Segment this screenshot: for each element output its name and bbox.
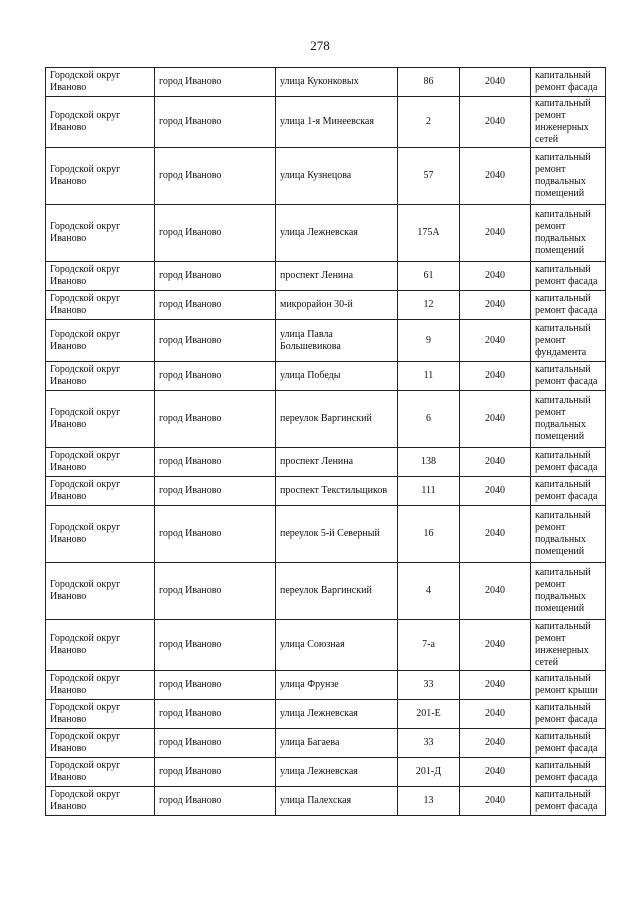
year-cell: 2040 xyxy=(460,320,531,362)
city-cell: город Иваново xyxy=(155,671,276,700)
house-number-cell: 7-а xyxy=(398,620,460,671)
house-number-cell: 33 xyxy=(398,729,460,758)
work-type-cell: капитальный ремонт фасада xyxy=(531,291,606,320)
year-cell: 2040 xyxy=(460,205,531,262)
table-row xyxy=(46,205,606,262)
district-cell: Городской округ Иваново xyxy=(46,68,155,97)
work-type-cell: капитальный ремонт фасада xyxy=(531,729,606,758)
table-row xyxy=(46,68,606,97)
district-cell: Городской округ Иваново xyxy=(46,729,155,758)
work-type-cell: капитальный ремонт фасада xyxy=(531,700,606,729)
work-type-cell: капитальный ремонт фундамента xyxy=(531,320,606,362)
street-cell: улица Павла Большевикова xyxy=(276,320,398,362)
work-type-cell: капитальный ремонт подвальных помещений xyxy=(531,148,606,205)
year-cell: 2040 xyxy=(460,506,531,563)
house-number-cell: 201-Е xyxy=(398,700,460,729)
city-cell: город Иваново xyxy=(155,620,276,671)
table-row xyxy=(46,291,606,320)
house-number-cell: 4 xyxy=(398,563,460,620)
table-row xyxy=(46,563,606,620)
district-cell: Городской округ Иваново xyxy=(46,448,155,477)
year-cell: 2040 xyxy=(460,262,531,291)
table-row xyxy=(46,620,606,671)
year-cell: 2040 xyxy=(460,671,531,700)
street-cell: улица Лежневская xyxy=(276,205,398,262)
street-cell: проспект Ленина xyxy=(276,448,398,477)
district-cell: Городской округ Иваново xyxy=(46,391,155,448)
district-cell: Городской округ Иваново xyxy=(46,205,155,262)
work-type-cell: капитальный ремонт фасада xyxy=(531,758,606,787)
street-cell: переулок 5-й Северный xyxy=(276,506,398,563)
street-cell: улица Фрунзе xyxy=(276,671,398,700)
district-cell: Городской округ Иваново xyxy=(46,671,155,700)
table-row xyxy=(46,787,606,816)
street-cell: улица Победы xyxy=(276,362,398,391)
city-cell: город Иваново xyxy=(155,262,276,291)
street-cell: улица Багаева xyxy=(276,729,398,758)
year-cell: 2040 xyxy=(460,448,531,477)
district-cell: Городской округ Иваново xyxy=(46,700,155,729)
district-cell: Городской округ Иваново xyxy=(46,362,155,391)
work-type-cell: капитальный ремонт фасада xyxy=(531,262,606,291)
house-number-cell: 138 xyxy=(398,448,460,477)
district-cell: Городской округ Иваново xyxy=(46,620,155,671)
house-number-cell: 11 xyxy=(398,362,460,391)
house-number-cell: 33 xyxy=(398,671,460,700)
district-cell: Городской округ Иваново xyxy=(46,97,155,148)
district-cell: Городской округ Иваново xyxy=(46,148,155,205)
street-cell: улица Палехская xyxy=(276,787,398,816)
table-row xyxy=(46,506,606,563)
table-row xyxy=(46,97,606,148)
year-cell: 2040 xyxy=(460,787,531,816)
city-cell: город Иваново xyxy=(155,506,276,563)
year-cell: 2040 xyxy=(460,620,531,671)
district-cell: Городской округ Иваново xyxy=(46,787,155,816)
work-type-cell: капитальный ремонт инженерных сетей xyxy=(531,97,606,148)
repair-schedule-table xyxy=(45,67,606,816)
house-number-cell: 9 xyxy=(398,320,460,362)
table-row xyxy=(46,148,606,205)
district-cell: Городской округ Иваново xyxy=(46,506,155,563)
table-row xyxy=(46,729,606,758)
table-row xyxy=(46,391,606,448)
street-cell: переулок Варгинский xyxy=(276,563,398,620)
city-cell: город Иваново xyxy=(155,320,276,362)
district-cell: Городской округ Иваново xyxy=(46,262,155,291)
year-cell: 2040 xyxy=(460,362,531,391)
year-cell: 2040 xyxy=(460,729,531,758)
year-cell: 2040 xyxy=(460,97,531,148)
house-number-cell: 16 xyxy=(398,506,460,563)
table-row xyxy=(46,320,606,362)
city-cell: город Иваново xyxy=(155,97,276,148)
house-number-cell: 2 xyxy=(398,97,460,148)
house-number-cell: 6 xyxy=(398,391,460,448)
work-type-cell: капитальный ремонт подвальных помещений xyxy=(531,563,606,620)
city-cell: город Иваново xyxy=(155,391,276,448)
work-type-cell: капитальный ремонт подвальных помещений xyxy=(531,506,606,563)
city-cell: город Иваново xyxy=(155,362,276,391)
city-cell: город Иваново xyxy=(155,477,276,506)
work-type-cell: капитальный ремонт фасада xyxy=(531,448,606,477)
city-cell: город Иваново xyxy=(155,700,276,729)
table-row xyxy=(46,448,606,477)
work-type-cell: капитальный ремонт подвальных помещений xyxy=(531,391,606,448)
house-number-cell: 12 xyxy=(398,291,460,320)
year-cell: 2040 xyxy=(460,148,531,205)
city-cell: город Иваново xyxy=(155,148,276,205)
work-type-cell: капитальный ремонт подвальных помещений xyxy=(531,205,606,262)
city-cell: город Иваново xyxy=(155,205,276,262)
work-type-cell: капитальный ремонт инженерных сетей xyxy=(531,620,606,671)
district-cell: Городской округ Иваново xyxy=(46,320,155,362)
street-cell: проспект Текстильщиков xyxy=(276,477,398,506)
house-number-cell: 57 xyxy=(398,148,460,205)
street-cell: улица Лежневская xyxy=(276,700,398,729)
district-cell: Городской округ Иваново xyxy=(46,758,155,787)
house-number-cell: 13 xyxy=(398,787,460,816)
work-type-cell: капитальный ремонт фасада xyxy=(531,362,606,391)
table-row xyxy=(46,362,606,391)
page-number: 278 xyxy=(310,38,330,53)
table-row xyxy=(46,262,606,291)
table-row xyxy=(46,758,606,787)
house-number-cell: 175А xyxy=(398,205,460,262)
city-cell: город Иваново xyxy=(155,448,276,477)
house-number-cell: 86 xyxy=(398,68,460,97)
city-cell: город Иваново xyxy=(155,291,276,320)
city-cell: город Иваново xyxy=(155,758,276,787)
year-cell: 2040 xyxy=(460,477,531,506)
city-cell: город Иваново xyxy=(155,563,276,620)
street-cell: переулок Варгинский xyxy=(276,391,398,448)
work-type-cell: капитальный ремонт фасада xyxy=(531,477,606,506)
year-cell: 2040 xyxy=(460,291,531,320)
work-type-cell: капитальный ремонт фасада xyxy=(531,68,606,97)
city-cell: город Иваново xyxy=(155,787,276,816)
work-type-cell: капитальный ремонт крыши xyxy=(531,671,606,700)
table-row xyxy=(46,700,606,729)
district-cell: Городской округ Иваново xyxy=(46,477,155,506)
street-cell: микрорайон 30-й xyxy=(276,291,398,320)
city-cell: город Иваново xyxy=(155,729,276,758)
table-row xyxy=(46,671,606,700)
year-cell: 2040 xyxy=(460,563,531,620)
house-number-cell: 111 xyxy=(398,477,460,506)
street-cell: улица Куконковых xyxy=(276,68,398,97)
city-cell: город Иваново xyxy=(155,68,276,97)
street-cell: улица Кузнецова xyxy=(276,148,398,205)
work-type-cell: капитальный ремонт фасада xyxy=(531,787,606,816)
year-cell: 2040 xyxy=(460,391,531,448)
year-cell: 2040 xyxy=(460,700,531,729)
house-number-cell: 61 xyxy=(398,262,460,291)
table-row xyxy=(46,477,606,506)
year-cell: 2040 xyxy=(460,68,531,97)
district-cell: Городской округ Иваново xyxy=(46,291,155,320)
district-cell: Городской округ Иваново xyxy=(46,563,155,620)
street-cell: улица 1-я Минеевская xyxy=(276,97,398,148)
year-cell: 2040 xyxy=(460,758,531,787)
street-cell: улица Лежневская xyxy=(276,758,398,787)
house-number-cell: 201-Д xyxy=(398,758,460,787)
street-cell: улица Союзная xyxy=(276,620,398,671)
street-cell: проспект Ленина xyxy=(276,262,398,291)
